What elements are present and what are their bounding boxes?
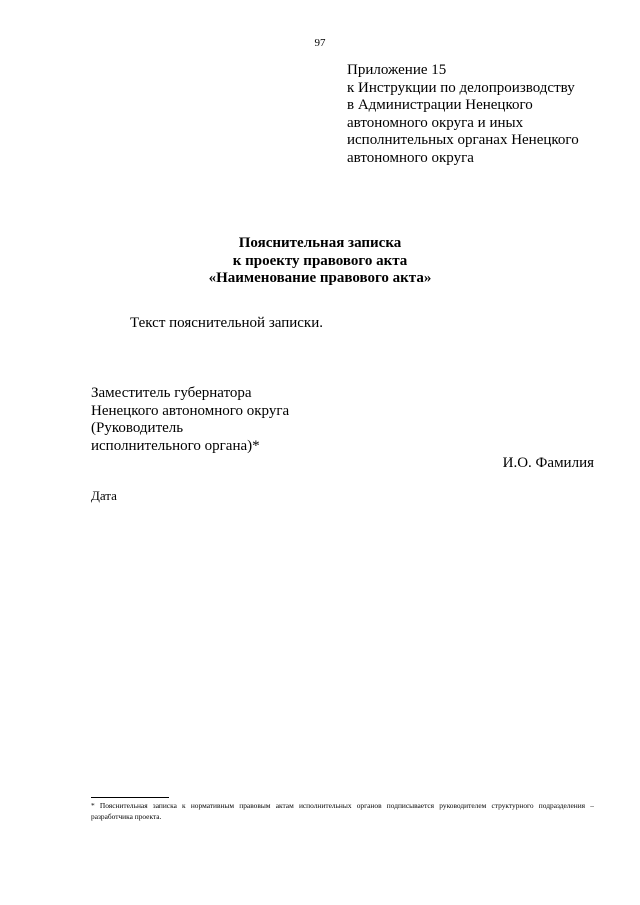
signer-name: И.О. Фамилия — [502, 455, 594, 471]
appendix-block — [347, 62, 607, 167]
body-text: Текст пояснительной записки. — [130, 315, 323, 331]
appendix-line: автономного округа — [347, 149, 474, 166]
signer-line: исполнительного органа)* — [91, 437, 260, 454]
title-line: «Наименование правового акта» — [208, 270, 432, 286]
date-label: Дата — [91, 488, 117, 503]
appendix-line: исполнительных органах Ненецкого — [347, 132, 579, 148]
title-line: к проекту правового акта — [232, 252, 408, 269]
title-line: Пояснительная записка — [238, 235, 402, 251]
signer-line: Заместитель губернатора — [91, 385, 252, 401]
appendix-line: Приложение 15 — [347, 62, 447, 78]
page-number: 97 — [314, 37, 326, 49]
appendix-line: автономного округа и иных — [347, 114, 524, 131]
footnote-rule — [91, 797, 169, 798]
appendix-line: в Администрации Ненецкого — [347, 97, 533, 113]
appendix-line: к Инструкции по делопроизводству — [347, 79, 575, 96]
document-title — [0, 235, 640, 288]
footnote-text: * Пояснительная записка к нормативным правовым актам исполнительных органов подписывается руководителем структурного подразделения – разработчика проекта. — [91, 801, 594, 821]
signer-block — [91, 385, 289, 455]
signer-line: Ненецкого автономного округа — [91, 402, 290, 419]
signer-line: (Руководитель — [91, 420, 184, 436]
